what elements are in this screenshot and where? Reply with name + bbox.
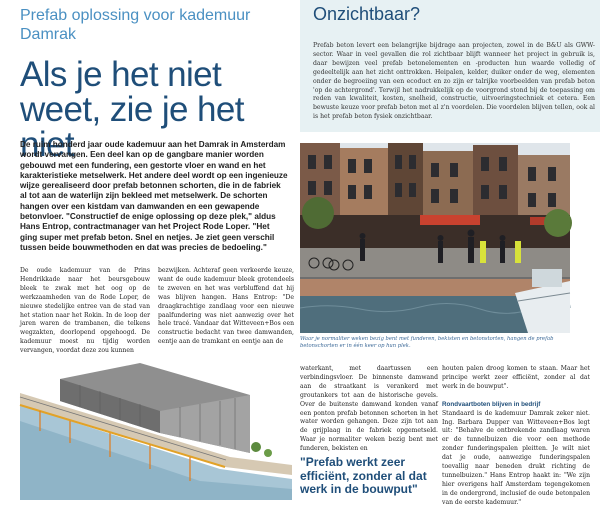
lead-paragraph: De ruim honderd jaar oude kademuur aan het Damrak in Amsterdam wordt vervangen. Een deel kan op de gangbare manier worden gebouwd met een fundering, een gestorte vloer en wand en het karakteristieke metselwerk. Het andere deel wordt op een ingenieuze wijze gerealiseerd door prefab betonnen schorten, die in de fabriek al tot aan de waterlijn zijn bekleed met metselwerk. De schorten hangen over een kistdam van damwanden en een gewapende betonvloer. "Constructief de enige oplossing op deze plek," aldus Hans Entrop, contractmanager van het Project Rode Loper. "Het ging super met prefab beton. Snel en netjes. Je ziet geen verschil tussen beide bouwmethoden en dat was precies de bedoeling." [20,140,288,252]
quay-wall-illustration [20,361,292,500]
article-kicker: Prefab oplossing voor kademuur Damrak [20,7,251,43]
body-column-3: waterkant, met daartussen een verbindingsvloer. De binnenste damwand aan de straatkant is verankerd met groutankers tot aan de historische gevels. Over de buitenste damwand konden vanaf een ponton prefab betonnen schorten in het water worden gehangen. Deze zijn tot aan de grijplaag in de fabriek opgemetseld. Waar je normaliter weken bezig bent met funderen, bekisten en [300,365,438,453]
body-column-4 [442,365,590,508]
damrak-photo [300,143,570,333]
article-headline: Als je het niet weet, zie je het niet [20,55,244,164]
body-column-2: bezwijken. Achteraf geen verkeerde keuze, want de oude kademuur bleek grotendeels te zweven en het was verbluffend dat hij was blijven hangen. Hans Entrop: "De draagkrachtige zandlaag voor een nieuwe paalfundering was niet aanwezig over het hele tracé. Vandaar dat Witteveen+Bos een constructie bedacht van twee damwanden, eentje aan de tramkant en eentje aan de [158,267,294,346]
photo-caption: Waar je normaliter weken bezig bent met funderen, bekisten en betonstorten, hangen de prefab betonschorten er in één keer op hun plek. [300,336,554,350]
body-column-4-text: Standaard is de kademuur Damrak zeker niet. Ing. Barbara Dupper van Witteveen+Bos legt uit: "Behalve de ontbrekende zandlaag waren er de tunnelbuizen die voor een methode zonder funderingspalen pleitten. Je wilt niet dat je oude, aanwezige funderingspalen toevallig naar beneden drukt richting de tunnelbuizen." Hans Entrop haakt in: "We zijn hier overigens half Amsterdam tegengekomen in de ondergrond, inclusief de oude betonpalen van de eerste kademuur." [442,409,590,506]
sidebar-body: Prefab beton levert een belangrijke bijdrage aan projecten, zowel in de B&U als GWW-sector. Waar in veel gevallen die rol zichtbaar blijft wanneer het project in gebruik is, daar bewijzen veel prefab betonelementen en -producten hun waarde volledig of gedeeltelijk aan het zicht onttrokken. Heipalen, kelder, duiker onder de weg, elementen onder de begroeiing van een ecoduct en zo zijn er talrijke voorbeelden van prefab beton 'op de achtergrond'. Terwijl het nadrukkelijk op de voorgrond stond bij de toepassing om reden van kwaliteit, kosten, snelheid, constructie, uitvoeringstechniek et cetera. Een bewuste keuze voor prefab beton met al z'n voordelen. Die voordelen blijven tellen, ook al is het prefab beton fysiek onzichtbaar. [313,42,595,121]
sidebar-title: Onzichtbaar? [313,4,421,24]
section-heading: Rondvaartboten blijven in bedrijf [442,400,541,408]
body-column-4-intro: houten palen droog komen te staan. Maar het principe werkt zeer efficiënt, zonder al dat werk in de bouwput". [442,365,590,390]
pull-quote: "Prefab werkt zeer efficiënt, zonder al dat werk in de bouwput" [300,455,427,496]
body-column-1: De oude kademuur van de Prins Hendrikkade naar het beursgebouw bleek te zwak met het oog op de werkzaamheden van de Rode Loper, de nieuwe stedelijke entree van de stad van het station naar het Rokin. In de loop der jaren waren de trambanen, die telkens wegzakten, doorlopend opgehoogd. De kademuur moest nu tijdig worden vervangen, voordat deze zou kunnen [20,267,150,355]
